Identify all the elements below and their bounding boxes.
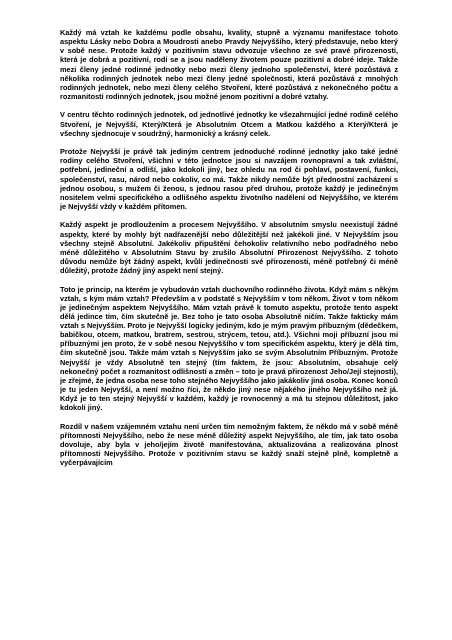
paragraph-2: V centru těchto rodinných jednotek, od jednotlivé jednotky ke všezahrnující jedné rodině celého Stvoření, je Nejvyšší, Který/Která je Absolutním Otcem a Matkou každého a Který/Která je všechny sjednocuje v soudržný, harmonický a krásný celek. bbox=[60, 110, 398, 138]
paragraph-1: Každý má vztah ke každému podle obsahu, kvality, stupně a významu manifestace tohoto aspektu Lásky nebo Dobra a Moudrosti anebo Pravdy Nejvyššího, který představuje, nebo který v sobě nese. Protože každý v pozitivním stavu odvozuje všechno ze své pravé přirozenosti, která je dobrá a pozitivní, rodí se a jsou naděleny životem pouze pozitivní a dobré ideje. Takže mezi členy jedné rodinné jednotky nebo mezi členy jednoho společenství, které pozůstává z několika rodinných jednotek nebo mezi členy jedné společnosti, která pozůstává z mnohých rodinných jednotek, nebo mezi členy celého Stvoření, které pozůstává z nekonečného počtu a rozmanitosti rodinných jednotek, jsou možné jenom pozitivní a dobré vztahy. bbox=[60, 28, 398, 101]
paragraph-5: Toto je princip, na kterém je vybudován vztah duchovního rodinného života. Když mám s někým vztah, s kým mám vztah? Především a v podstatě s Nejvyšším v tom někom. Život v tom někom je jedinečným aspektem Nejvyššího. Mám vztah právě k tomuto aspektu, protože tento aspekt dělá jedince tím, čím skutečně je. Bez toho je tato osoba Absolutně ničím. Takže fakticky mám vztah s Nejvyšším. Proto je Nejvyšší logicky jediným, kdo je mým pravým příbuzným (dědečkem, babičkou, otcem, matkou, bratrem, sestrou, strýcem, tetou, atd.). Všichni moji příbuzní jsou mi příbuznými jen proto, že v sobě nesou Nejvyššího v tom specifickém aspektu, který je dělá tím, čím skutečně jsou. Takže mám vztah s Nejvyšším jako se svým Absolutním Příbuzným. Protože Nejvyšší je vždy Absolutně ten stejný (tím faktem, že jsou: Absolutním, obsahuje celý nekonečný počet a rozmanitost odlišností a změn – toto je pravá přirozenost Jeho/Její stejnosti), je zřejmé, že jedna osoba nese toho stejného Nejvyššího jako jakákoliv jiná osoba. Konec konců je tu jeden Nejvyšší, a není možno říci, že někdo jiný nese nějakého jiného Nejvyššího než já. Když je to ten stejný Nejvyšší v každém, každý je rovnocenný a má tu stejnou důležitost, jako kdokoli jiný. bbox=[60, 284, 398, 413]
document-body bbox=[60, 28, 398, 467]
paragraph-6: Rozdíl v našem vzájemném vztahu není určen tím nemožným faktem, že někdo má v sobě méně přítomnosti Nejvyššího, nebo že nese méně důležitý aspekt Nejvyššího, ale tím, jak tato osoba dovoluje, aby byla v jeho/jejím životě manifestována, aktualizována a realizována plnost přítomnosti Nejvyššího. Protože v pozitivním stavu se každý snaží stejně plně, kompletně a vyčerpávajícím bbox=[60, 421, 398, 468]
paragraph-3: Protože Nejvyšší je právě tak jediným centrem jednoduché rodinné jednotky jako také jedné rodiny celého Stvoření, všichni v této jednotce jsou si navzájem rovnopravní a tak zvláštní, potřební, jedineční a odliší, jako kdokoli jiný, bez ohledu na rod či pohlaví, postavení, funkci, společenství, rasu, národ nebo cokoliv, co má. Takže nikdy nemůže být přednostní zacházení s jednou osobou, s mužem či ženou, s jednou rasou před druhou, protože každý je jedinečným nositelem velmi specifického a odlišného aspektu životního nadělení od Nejvyššího, ve kterém je Nejvyšší vždy v každém přítomen. bbox=[60, 147, 398, 211]
paragraph-4: Každý aspekt je prodloužením a procesem Nejvyššího. V absolutním smyslu neexistují žádné aspekty, které by mohly být nadřazenější nebo důležitější než jakékoli jiné. V Nejvyšším jsou všechny stejně Absolutní. Jakékoliv připuštění čehokoliv relativního nebo podřadného nebo méně důležitého v Absolutním Stavu by zrušilo Absolutní Přirozenost Nejvyššího. Z tohoto důvodu nemůže být žádný aspekt, kvůli jedinečnosti své přirozenosti, méně potřebný či méně důležitý, protože žádný jiný aspekt není stejný. bbox=[60, 220, 398, 276]
